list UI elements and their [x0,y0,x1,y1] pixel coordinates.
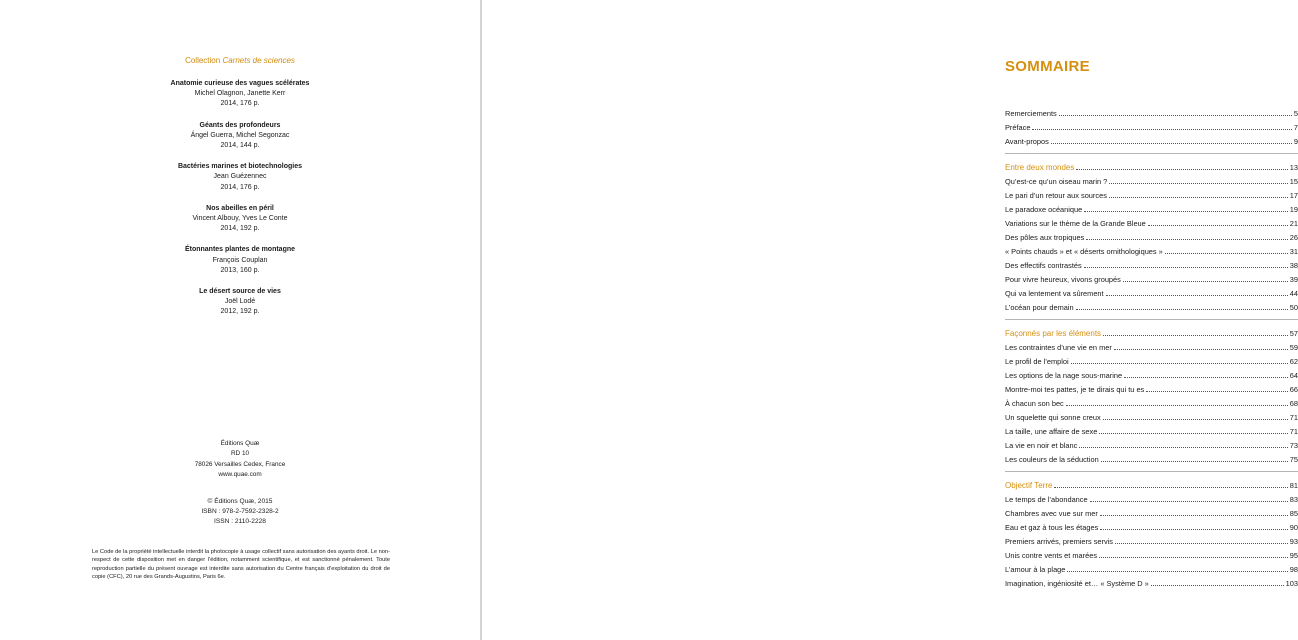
toc-leader-dots [1090,501,1288,502]
toc-entry-title: Eau et gaz à tous les étages [1005,523,1099,532]
book-title: Géants des profondeurs [199,121,281,129]
toc-entry-title: L’amour à la plage [1005,565,1066,574]
toc-entry-title: Entre deux mondes [1005,163,1075,172]
toc-part-heading [1005,471,1298,490]
toc-title: SOMMAIRE [1005,58,1090,75]
toc-leader-dots [1086,239,1287,240]
toc-chapter-entry [1005,186,1298,200]
toc-leader-dots [1054,487,1287,488]
toc-page-number: 17 [1289,191,1298,200]
toc-page-number: 39 [1289,275,1298,284]
toc-leader-dots [1032,129,1291,130]
toc-leader-dots [1079,447,1287,448]
toc-page-number: 62 [1289,357,1298,366]
publisher-name: Éditions Quæ [220,440,260,447]
toc-entry-title: Chambres avec vue sur mer [1005,509,1098,518]
toc-page-number: 9 [1293,137,1298,146]
toc-page-number: 19 [1289,205,1298,214]
toc-page-number: 13 [1289,163,1298,172]
isbn: ISBN : 978-2-7592-2328-2 [201,508,279,516]
toc-entry-title: Les couleurs de la séduction [1005,455,1099,464]
left-page [0,0,480,640]
toc-page-number: 15 [1289,177,1298,186]
toc-leader-dots [1124,377,1288,378]
toc-entry-title: Le profil de l’emploi [1005,357,1069,366]
toc-leader-dots [1148,225,1288,226]
toc-leader-dots [1099,433,1287,434]
toc-page-number: 85 [1289,509,1298,518]
toc-entry-title: La taille, une affaire de sexe [1005,427,1098,436]
toc-leader-dots [1066,405,1288,406]
toc-page-number: 57 [1289,329,1298,338]
toc-leader-dots [1165,253,1288,254]
toc-entry-title: À chacun son bec [1005,399,1064,408]
toc-chapter-entry [1005,490,1298,504]
right-page [482,0,1298,640]
toc-front-matter-entry [1005,118,1298,132]
toc-chapter-entry [1005,256,1298,270]
toc-page-number: 75 [1289,455,1298,464]
book-entry [140,121,340,152]
toc-page-number: 31 [1289,247,1298,256]
book-info: 2012, 192 p. [220,308,260,316]
book-authors: Vincent Albouy, Yves Le Conte [192,215,288,223]
toc-chapter-entry [1005,228,1298,242]
publisher-website: www.quae.com [218,471,262,479]
book-entry [140,287,340,318]
toc-page-number: 38 [1289,261,1298,270]
toc-leader-dots [1146,391,1288,392]
toc-page-number: 71 [1289,427,1298,436]
toc-leader-dots [1099,557,1288,558]
publisher-address-line2: 78026 Versailles Cedex, France [194,460,286,468]
toc-leader-dots [1109,197,1288,198]
book-entry [140,245,340,276]
toc-entry-title: Pour vivre heureux, vivons groupés [1005,275,1121,284]
toc-leader-dots [1100,515,1288,516]
toc-chapter-entry [1005,504,1298,518]
toc-page-number: 93 [1289,537,1298,546]
toc-entry-title: Avant-propos [1005,137,1049,146]
publisher-address-line1: RD 10 [230,450,250,458]
toc-entry-title: Le paradoxe océanique [1005,205,1083,214]
toc-entry-title: Qu’est-ce qu’un oiseau marin ? [1005,177,1108,186]
toc-page-number: 66 [1289,385,1298,394]
toc-entry-title: Remerciements [1005,109,1057,118]
toc-chapter-entry [1005,284,1298,298]
toc-entry-title: Des pôles aux tropiques [1005,233,1085,242]
toc-page-number: 73 [1289,441,1298,450]
toc-page-number: 64 [1289,371,1298,380]
book-entry [140,79,340,110]
book-info: 2013, 160 p. [220,266,260,274]
copyright-block [140,497,340,528]
toc-leader-dots [1051,143,1292,144]
toc-page-number: 98 [1289,565,1298,574]
toc-page-number: 44 [1289,289,1298,298]
book-title: Nos abeilles en péril [206,204,274,212]
toc-leader-dots [1103,335,1288,336]
toc-leader-dots [1071,363,1288,364]
book-title: Anatomie curieuse des vagues scélérates [170,80,310,87]
book-info: 2014, 176 p. [220,100,260,108]
toc-chapter-entry [1005,574,1298,588]
table-of-contents [1005,104,1298,588]
toc-entry-title: Qui va lentement va sûrement [1005,289,1104,298]
toc-entry-title: Objectif Terre [1005,481,1053,490]
toc-page-number: 83 [1289,495,1298,504]
toc-page-number: 103 [1285,579,1298,588]
toc-leader-dots [1123,281,1288,282]
toc-chapter-entry [1005,270,1298,284]
book-authors: Ángel Guerra, Michel Segonzac [190,131,290,139]
toc-page-number: 5 [1293,109,1298,118]
toc-front-matter-entry [1005,132,1298,146]
toc-chapter-entry [1005,298,1298,312]
toc-chapter-entry [1005,172,1298,186]
toc-page-number: 71 [1289,413,1298,422]
toc-leader-dots [1101,461,1288,462]
toc-leader-dots [1109,183,1287,184]
toc-page-number: 21 [1289,219,1298,228]
toc-entry-title: L’océan pour demain [1005,303,1074,312]
toc-chapter-entry [1005,532,1298,546]
toc-leader-dots [1151,585,1284,586]
toc-chapter-entry [1005,366,1298,380]
book-authors: François Couplan [212,256,268,264]
issn: ISSN : 2110-2228 [214,518,266,526]
toc-leader-dots [1084,267,1288,268]
toc-part-heading [1005,319,1298,338]
book-info: 2014, 144 p. [220,142,260,150]
toc-entry-title: Unis contre vents et marées [1005,551,1098,560]
toc-entry-title: « Points chauds » et « déserts ornithologiques » [1005,247,1163,256]
book-title: Le désert source de vies [199,288,281,296]
toc-chapter-entry [1005,214,1298,228]
toc-page-number: 26 [1289,233,1298,242]
toc-chapter-entry [1005,546,1298,560]
toc-leader-dots [1059,115,1292,116]
toc-leader-dots [1084,211,1288,212]
toc-page-number: 68 [1289,399,1298,408]
book-info: 2014, 176 p. [220,183,260,191]
toc-entry-title: Le temps de l’abondance [1005,495,1088,504]
toc-chapter-entry [1005,380,1298,394]
book-info: 2014, 192 p. [220,225,260,233]
toc-leader-dots [1076,309,1288,310]
toc-chapter-entry [1005,352,1298,366]
toc-chapter-entry [1005,436,1298,450]
book-title: Bactéries marines et biotechnologies [177,163,303,171]
toc-chapter-entry [1005,200,1298,214]
book-title: Étonnantes plantes de montagne [184,246,296,254]
collection-heading: Collection Carnets de sciences [185,56,295,65]
toc-chapter-entry [1005,560,1298,574]
toc-page-number: 59 [1289,343,1298,352]
toc-leader-dots [1115,543,1288,544]
toc-chapter-entry [1005,394,1298,408]
book-entry [140,204,340,235]
book-entry [140,162,340,193]
toc-chapter-entry [1005,518,1298,532]
toc-chapter-entry [1005,408,1298,422]
book-list [140,79,340,329]
toc-leader-dots [1106,295,1288,296]
publisher-block [140,439,340,481]
toc-chapter-entry [1005,338,1298,352]
toc-page-number: 7 [1293,123,1298,132]
toc-leader-dots [1100,529,1287,530]
toc-entry-title: Le pari d’un retour aux sources [1005,191,1107,200]
book-authors: Michel Olagnon, Janette Kerr [194,90,286,98]
toc-entry-title: Les options de la nage sous-marine [1005,371,1123,380]
toc-entry-title: Façonnés par les éléments [1005,329,1102,338]
toc-part-heading [1005,153,1298,172]
toc-entry-title: Des effectifs contrastés [1005,261,1082,270]
toc-leader-dots [1076,169,1287,170]
toc-chapter-entry [1005,422,1298,436]
book-authors: Jean Guézennec [213,173,267,181]
toc-entry-title: La vie en noir et blanc [1005,441,1078,450]
copyright-line: © Éditions Quæ, 2015 [207,498,273,505]
toc-leader-dots [1067,571,1287,572]
toc-leader-dots [1103,419,1288,420]
toc-entry-title: Montre-moi tes pattes, je te dirais qui tu es [1005,385,1145,394]
toc-entry-title: Un squelette qui sonne creux [1005,413,1101,422]
toc-chapter-entry [1005,450,1298,464]
toc-page-number: 81 [1289,481,1298,490]
toc-entry-title: Variations sur le thème de la Grande Bleue [1005,219,1146,228]
toc-page-number: 90 [1289,523,1298,532]
toc-entry-title: Imagination, ingéniosité et… « Système D » [1005,579,1149,588]
toc-leader-dots [1114,349,1288,350]
legal-notice: Le Code de la propriété intellectuelle interdit la photocopie à usage collectif sans autorisation des ayants droit. Le non-respect de cette disposition met en danger l’édition, notamment scientifique, et est sanctionné pénalement. Toute reproduction partielle du présent ouvrage est interdite sans autorisation du Centre français d’exploitation du droit de copie (CFC), 20 rue des Grands-Augustins, Paris 6e. [92,549,390,581]
book-authors: Joël Lodé [224,298,256,306]
toc-front-matter-entry [1005,104,1298,118]
toc-chapter-entry [1005,242,1298,256]
toc-entry-title: Les contraintes d’une vie en mer [1005,343,1112,352]
toc-entry-title: Préface [1005,123,1031,132]
collection-name: Carnets de sciences [222,56,295,65]
toc-page-number: 95 [1289,551,1298,560]
toc-page-number: 50 [1289,303,1298,312]
toc-entry-title: Premiers arrivés, premiers servis [1005,537,1114,546]
